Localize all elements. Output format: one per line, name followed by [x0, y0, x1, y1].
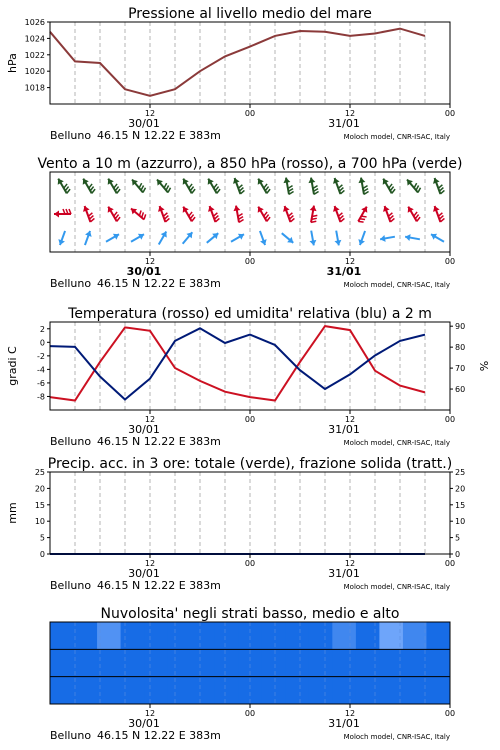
wind-850hPa-arrow [383, 206, 394, 222]
precip-xtick-label: 00 [444, 559, 456, 568]
cloud-cell-medio [309, 649, 333, 677]
cloud-cell-alto [191, 622, 215, 650]
cloud-cell-basso [285, 677, 309, 705]
wind-arrow-barb [389, 184, 392, 188]
wind-700hPa-arrow [58, 179, 70, 194]
wind-arrow-barb [143, 188, 146, 193]
wind-10m-arrow [106, 234, 119, 242]
cloud-cell-alto [332, 622, 356, 650]
wind-arrow-barb [114, 184, 117, 188]
cloud-xtick-label: 00 [244, 709, 256, 718]
precip-location-name: Belluno [50, 579, 92, 592]
wind-10m-arrow [380, 235, 395, 242]
wind-850hPa-arrow [310, 206, 318, 223]
cloud-cell-medio [403, 649, 427, 677]
wind-arrow-barb [64, 184, 67, 188]
wind-arrow-barb [439, 188, 443, 192]
wind-arrow-barb [141, 185, 144, 190]
wind-10m-arrow [183, 232, 193, 243]
pressure-xtick-label: 12 [344, 109, 356, 118]
pressure-location-name: Belluno [50, 129, 92, 142]
wind-arrow-barb [288, 213, 292, 217]
wind-10m-arrow [431, 234, 444, 242]
cloud-cell-medio [356, 649, 380, 677]
temperature-xtick-label: 00 [244, 415, 256, 424]
wind-arrow-barb [265, 187, 268, 191]
precip-location-coords: 46.15 N 12.22 E 383m [97, 579, 221, 592]
wind-date-label: 31/01 [326, 265, 362, 278]
pressure-ytick-label: 1026 [24, 18, 45, 27]
wind-xtick-label: 00 [444, 257, 456, 266]
wind-850hPa-arrow [208, 206, 219, 222]
cloud-cell-alto [121, 622, 145, 650]
wind-10m-arrow [405, 234, 420, 241]
cloud-cell-basso [168, 677, 192, 705]
temperature-credit: Moloch model, CNR-ISAC, Italy [343, 439, 450, 447]
pressure-xtick-label: 12 [144, 109, 156, 118]
cloud-cell-alto [50, 622, 74, 650]
cloud-cell-alto [168, 622, 192, 650]
wind-arrow-barb [439, 216, 443, 220]
temperature-ytick-label: 90 [455, 322, 466, 332]
wind-credit: Moloch model, CNR-ISAC, Italy [343, 281, 450, 289]
wind-arrow-barb [265, 215, 268, 219]
wind-arrow-barb [165, 218, 169, 222]
wind-arrow-barb [117, 217, 120, 221]
wind-arrow-barb [192, 217, 195, 221]
cloud-cell-medio [74, 649, 98, 677]
precip-xtick-label: 12 [144, 559, 156, 568]
temperature-date-label: 31/01 [328, 423, 360, 436]
temperature-ytick-label: 70 [455, 364, 466, 374]
cloud-cell-alto [262, 622, 286, 650]
cloud-cell-alto [356, 622, 380, 650]
wind-arrow-barb [215, 218, 219, 222]
precip-ytick-label: 5 [39, 533, 45, 543]
temperature-ytick-label: -8 [37, 392, 45, 402]
cloud-cell-alto [426, 622, 450, 650]
wind-850hPa-arrow [108, 207, 120, 222]
wind-700hPa-arrow [233, 178, 244, 194]
precip-ytick-label: 20 [455, 484, 466, 494]
pressure-frame [50, 22, 450, 104]
wind-850hPa-arrow [333, 206, 344, 222]
wind-arrow-barb [166, 185, 169, 190]
pressure-ylabel: hPa [6, 53, 19, 73]
pressure-title: Pressione al livello medio del mare [128, 6, 372, 22]
precip-xtick-label: 00 [244, 559, 256, 568]
wind-10m-arrow [260, 231, 267, 245]
temperature-ytick-label: 2 [39, 324, 45, 334]
temperature-title: Temperatura (rosso) ed umidita' relativa (blu) a 2 m [68, 306, 432, 322]
wind-arrow-barb [289, 216, 293, 220]
cloud-cell-medio [50, 649, 74, 677]
wind-arrow-barb [163, 213, 167, 217]
wind-arrow-barb [339, 188, 343, 192]
cloud-cell-basso [332, 677, 356, 705]
wind-arrow-barb [392, 189, 395, 193]
precip-xtick-label: 12 [344, 559, 356, 568]
wind-arrow-head [54, 211, 59, 218]
precip-ytick-label: 10 [455, 517, 466, 527]
wind-10m-arrow [231, 234, 244, 242]
wind-arrow-barb [338, 213, 342, 217]
wind-10m-arrow [85, 231, 92, 245]
precip-ytick-label: 25 [34, 468, 45, 477]
wind-arrow-barb [340, 218, 344, 222]
wind-arrow-barb [214, 216, 218, 220]
wind-700hPa-arrow [333, 178, 344, 194]
wind-location-coords: 46.15 N 12.22 E 383m [97, 277, 221, 290]
wind-850hPa-arrow [83, 206, 94, 222]
wind-10m-arrow [207, 233, 218, 243]
cloud-cell-alto [285, 622, 309, 650]
wind-arrow-barb [388, 213, 392, 217]
wind-700hPa-arrow [433, 178, 444, 194]
cloud-cell-basso [191, 677, 215, 705]
wind-arrow-barb [89, 184, 92, 188]
precip-title: Precip. acc. in 3 ore: totale (verde), frazione solida (tratt.) [47, 456, 453, 472]
cloud-xtick-label: 00 [444, 709, 456, 718]
precip-ytick-label: 20 [34, 484, 45, 494]
cloud-cell-basso [426, 677, 450, 705]
wind-850hPa-arrow [358, 207, 367, 222]
precip-ytick-label: 0 [39, 550, 45, 559]
temperature-xtick-label: 12 [344, 415, 356, 424]
precip-ytick-label: 25 [455, 468, 466, 477]
wind-700hPa-arrow [83, 179, 95, 194]
wind-arrow-barb [360, 219, 365, 220]
pressure-ytick-label: 1018 [24, 83, 45, 93]
wind-arrow-barb [115, 187, 118, 191]
wind-arrow-barb [142, 212, 144, 217]
precip-ytick-label: 0 [455, 550, 461, 559]
wind-arrow-barb [390, 218, 394, 222]
wind-xtick-label: 12 [344, 257, 356, 266]
cloud-cell-basso [50, 677, 74, 705]
wind-arrow-barb [389, 216, 393, 220]
wind-arrow-barb [190, 187, 193, 191]
wind-700hPa-arrow [308, 178, 318, 195]
temperature-ytick-label: 0 [39, 338, 45, 348]
cloud-cell-basso [262, 677, 286, 705]
pressure-location-coords: 46.15 N 12.22 E 383m [97, 129, 221, 142]
cloud-date-label: 31/01 [328, 717, 360, 730]
wind-700hPa-arrow [157, 179, 170, 192]
wind-arrow-barb [164, 183, 167, 188]
wind-arrow-barb [192, 189, 195, 193]
cloud-cell-medio [285, 649, 309, 677]
wind-10m-arrow [159, 232, 167, 245]
wind-850hPa-arrow [183, 207, 195, 222]
cloud-cell-basso [74, 677, 98, 705]
wind-arrow-barb [440, 190, 444, 194]
pressure-ytick-label: 1020 [24, 67, 45, 77]
cloud-location-coords: 46.15 N 12.22 E 383m [97, 729, 221, 742]
wind-700hPa-arrow [132, 179, 145, 192]
temperature-series-t-line [50, 326, 425, 400]
wind-850hPa-arrow [258, 207, 270, 222]
wind-arrow-barb [264, 212, 267, 216]
cloud-cell-medio [262, 649, 286, 677]
temperature-xtick-label: 00 [444, 415, 456, 424]
wind-arrow-barb [90, 218, 94, 222]
wind-700hPa-arrow [108, 179, 120, 194]
precip-credit: Moloch model, CNR-ISAC, Italy [343, 583, 450, 591]
precip-ytick-label: 10 [34, 517, 45, 527]
cloud-cell-basso [403, 677, 427, 705]
wind-arrow-barb [290, 218, 294, 222]
pressure-ytick-label: 1024 [24, 34, 45, 44]
precip-date-label: 30/01 [128, 567, 160, 580]
cloud-cell-alto [215, 622, 239, 650]
wind-arrow-barb [415, 215, 418, 219]
wind-700hPa-arrow [183, 179, 195, 194]
wind-10m-arrow [309, 231, 316, 246]
wind-arrow-barb [215, 187, 218, 191]
precip-frame [50, 472, 450, 554]
wind-850hPa-arrow [433, 206, 444, 222]
wind-arrow-barb [190, 215, 193, 219]
wind-arrow-barb [267, 189, 270, 193]
cloud-cell-alto [309, 622, 333, 650]
wind-850hPa-arrow [283, 206, 294, 222]
wind-arrow-barb [414, 212, 417, 216]
cloud-cell-medio [144, 649, 168, 677]
wind-arrow-barb [416, 185, 419, 190]
wind-arrow-barb [164, 216, 168, 220]
cloud-cell-alto [144, 622, 168, 650]
wind-title: Vento a 10 m (azzurro), a 850 hPa (rosso), a 700 hPa (verde) [37, 156, 463, 172]
wind-10m-arrow [358, 231, 365, 245]
temperature-ylabel: gradi C [6, 346, 19, 386]
cloud-cell-basso [215, 677, 239, 705]
temperature-date-label: 30/01 [128, 423, 160, 436]
wind-arrow-barb [139, 183, 142, 188]
temperature-ytick-label: 60 [455, 385, 466, 395]
wind-arrow-barb [217, 189, 220, 193]
cloud-cell-medio [168, 649, 192, 677]
temperature-ytick-label: -6 [37, 378, 45, 388]
wind-arrow-barb [144, 214, 146, 219]
cloud-title: Nuvolosita' negli strati basso, medio e alto [100, 606, 400, 622]
pressure-credit: Moloch model, CNR-ISAC, Italy [343, 133, 450, 141]
wind-location-name: Belluno [50, 277, 92, 290]
cloud-cell-basso [121, 677, 145, 705]
wind-10m-arrow [58, 231, 65, 245]
temperature-ytick-label: -4 [37, 365, 45, 375]
wind-700hPa-arrow [407, 179, 420, 192]
wind-arrow-barb [267, 217, 270, 221]
temperature-xtick-label: 12 [144, 415, 156, 424]
wind-arrow-barb [338, 185, 342, 189]
wind-xtick-label: 00 [244, 257, 256, 266]
precip-ylabel: mm [6, 502, 19, 524]
wind-850hPa-arrow [233, 206, 243, 223]
cloud-cell-alto [74, 622, 98, 650]
wind-arrow-barb [438, 185, 442, 189]
wind-arrow-barb [117, 189, 120, 193]
cloud-cell-medio [332, 649, 356, 677]
wind-arrow-barb [65, 187, 68, 191]
wind-700hPa-arrow [358, 178, 368, 195]
cloud-xtick-label: 12 [344, 709, 356, 718]
wind-arrow-barb [418, 188, 421, 193]
wind-arrow-barb [115, 215, 118, 219]
cloud-credit: Moloch model, CNR-ISAC, Italy [343, 733, 450, 741]
wind-arrow-barb [67, 189, 70, 193]
cloud-xtick-label: 12 [144, 709, 156, 718]
wind-xtick-label: 12 [144, 257, 156, 266]
temperature-series-rh-line [50, 328, 425, 399]
wind-10m-arrow [131, 234, 144, 242]
wind-arrow-barb [264, 184, 267, 188]
wind-850hPa-arrow [408, 207, 420, 222]
wind-arrow-barb [239, 188, 243, 192]
wind-arrow-barb [214, 184, 217, 188]
wind-700hPa-arrow [383, 179, 395, 194]
pressure-date-label: 31/01 [328, 117, 360, 130]
temperature-ytick-label: 80 [455, 343, 466, 353]
precip-ytick-label: 15 [455, 500, 466, 510]
cloud-cell-basso [309, 677, 333, 705]
wind-arrow-barb [414, 183, 417, 188]
wind-arrow-barb [168, 188, 171, 193]
cloud-cell-medio [97, 649, 121, 677]
wind-700hPa-arrow [283, 178, 293, 195]
wind-date-label: 30/01 [126, 265, 162, 278]
precip-ytick-label: 15 [34, 500, 45, 510]
pressure-date-label: 30/01 [128, 117, 160, 130]
wind-850hPa-arrow [158, 206, 169, 222]
wind-arrow-barb [390, 187, 393, 191]
wind-arrow-barb [189, 212, 192, 216]
cloud-cell-basso [144, 677, 168, 705]
cloud-cell-medio [121, 649, 145, 677]
temperature-y2label: % [478, 360, 491, 372]
wind-arrow-barb [90, 187, 93, 191]
wind-arrow-barb [358, 221, 363, 222]
wind-arrow-barb [89, 216, 93, 220]
pressure-xtick-label: 00 [444, 109, 456, 118]
wind-arrow-barb [361, 216, 366, 217]
precip-ytick-label: 5 [455, 533, 461, 543]
temperature-ytick-label: -2 [37, 351, 45, 361]
wind-arrow-barb [88, 213, 92, 217]
pressure-series-line [50, 29, 425, 96]
cloud-cell-alto [97, 622, 121, 650]
pressure-ytick-label: 1022 [24, 50, 45, 60]
cloud-date-label: 30/01 [128, 717, 160, 730]
temperature-location-coords: 46.15 N 12.22 E 383m [97, 435, 221, 448]
wind-arrow-barb [213, 213, 217, 217]
wind-arrow-barb [92, 189, 95, 193]
wind-700hPa-arrow [258, 179, 270, 194]
wind-arrow-barb [440, 218, 444, 222]
cloud-cell-alto [403, 622, 427, 650]
wind-arrow-barb [139, 210, 141, 215]
wind-850hPa-arrow [131, 209, 146, 220]
cloud-cell-medio [215, 649, 239, 677]
wind-10m-arrow [334, 231, 341, 246]
wind-arrow-barb [340, 190, 344, 194]
cloud-cell-medio [191, 649, 215, 677]
wind-arrow-barb [417, 217, 420, 221]
pressure-xtick-label: 00 [244, 109, 256, 118]
cloud-location-name: Belluno [50, 729, 92, 742]
wind-850hPa-arrow [54, 209, 71, 218]
wind-arrow-barb [189, 184, 192, 188]
cloud-cell-medio [426, 649, 450, 677]
wind-arrow-barb [114, 212, 117, 216]
wind-arrow-barb [238, 185, 242, 189]
cloud-cell-basso [97, 677, 121, 705]
wind-arrow-barb [240, 190, 244, 194]
temperature-location-name: Belluno [50, 435, 92, 448]
wind-arrow-barb [438, 213, 442, 217]
precip-date-label: 31/01 [328, 567, 360, 580]
wind-10m-arrow [282, 233, 293, 243]
cloud-cell-basso [356, 677, 380, 705]
wind-arrow-barb [339, 216, 343, 220]
wind-700hPa-arrow [208, 179, 220, 194]
